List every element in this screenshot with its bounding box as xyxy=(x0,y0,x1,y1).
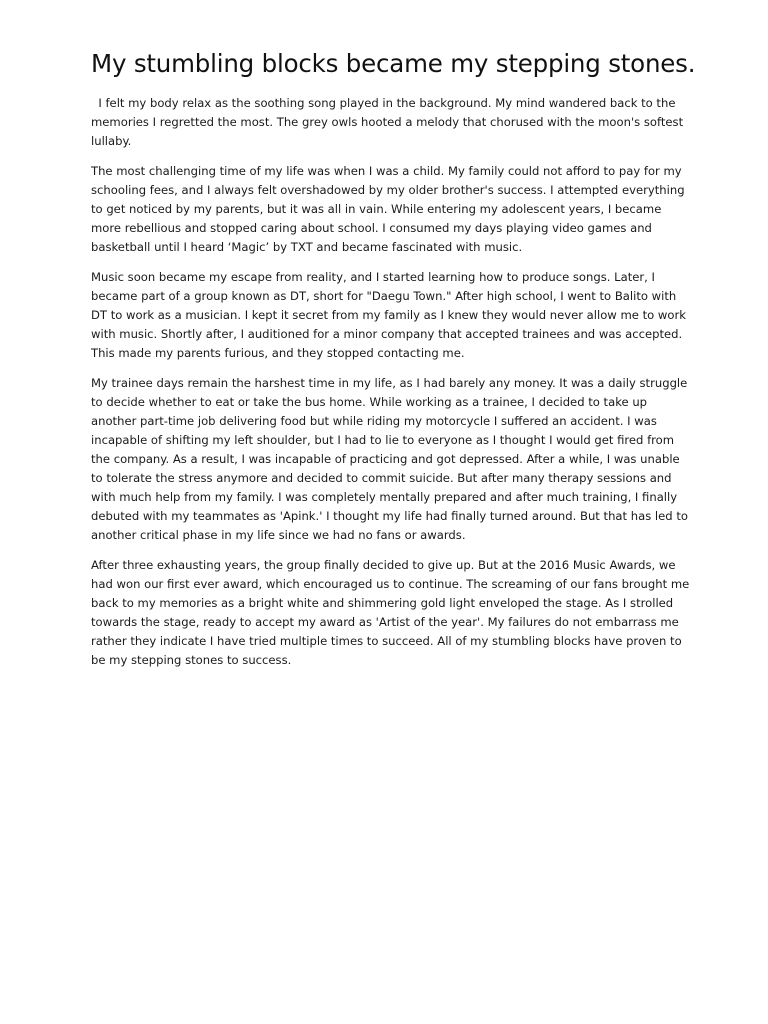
paragraph-childhood: The most challenging time of my life was when I was a child. My family could not afford to pay for my schooling fees, and I always felt overshadowed by my older brother's success. I attempted everything to get noticed by my parents, but it was all in vain. While entering my adolescent years, I became more rebellious and stopped caring about school. I consumed my days playing video games and basketball until I heard ‘Magic’ by TXT and became fascinated with music. xyxy=(91,164,685,254)
document-body xyxy=(91,46,696,681)
paragraph-trainee: My trainee days remain the harshest time in my life, as I had barely any money. It was a daily struggle to decide whether to eat or take the bus home. While working as a trainee, I decided to take up another part-time job delivering food but while riding my motorcycle I suffered an accident. I was incapable of shifting my left shoulder, but I had to lie to everyone as I thought I would get fired from the company. As a result, I was incapable of practicing and got depressed. After a while, I was unable to tolerate the stress anymore and decided to commit suicide. But after many therapy sessions and with much help from my family. I was completely mentally prepared and after much training, I finally debuted with my teammates as 'Apink.' I thought my life had finally turned around. But that has led to another critical phase in my life since we had no fans or awards. xyxy=(91,376,688,542)
document-title: My stumbling blocks became my stepping stones. xyxy=(91,49,696,78)
paragraph-music: Music soon became my escape from reality, and I started learning how to produce songs. Later, I became part of a group known as DT, short for "Daegu Town." After high school, I went to Balito with DT to work as a musician. I kept it secret from my family as I knew they would never allow me to work with music. Shortly after, I auditioned for a minor company that accepted trainees and was accepted. This made my parents furious, and they stopped contacting me. xyxy=(91,270,686,360)
paragraph-intro: I felt my body relax as the soothing song played in the background. My mind wandered back to the memories I regretted the most. The grey owls hooted a melody that chorused with the moon's softest lullaby. xyxy=(91,96,684,148)
paragraph-conclusion: After three exhausting years, the group finally decided to give up. But at the 2016 Music Awards, we had won our first ever award, which encouraged us to continue. The screaming of our fans brought me back to my memories as a bright white and shimmering gold light enveloped the stage. As I strolled towards the stage, ready to accept my award as 'Artist of the year'. My failures do not embarrass me rather they indicate I have tried multiple times to succeed. All of my stumbling blocks have proven to be my stepping stones to success. xyxy=(91,558,690,667)
